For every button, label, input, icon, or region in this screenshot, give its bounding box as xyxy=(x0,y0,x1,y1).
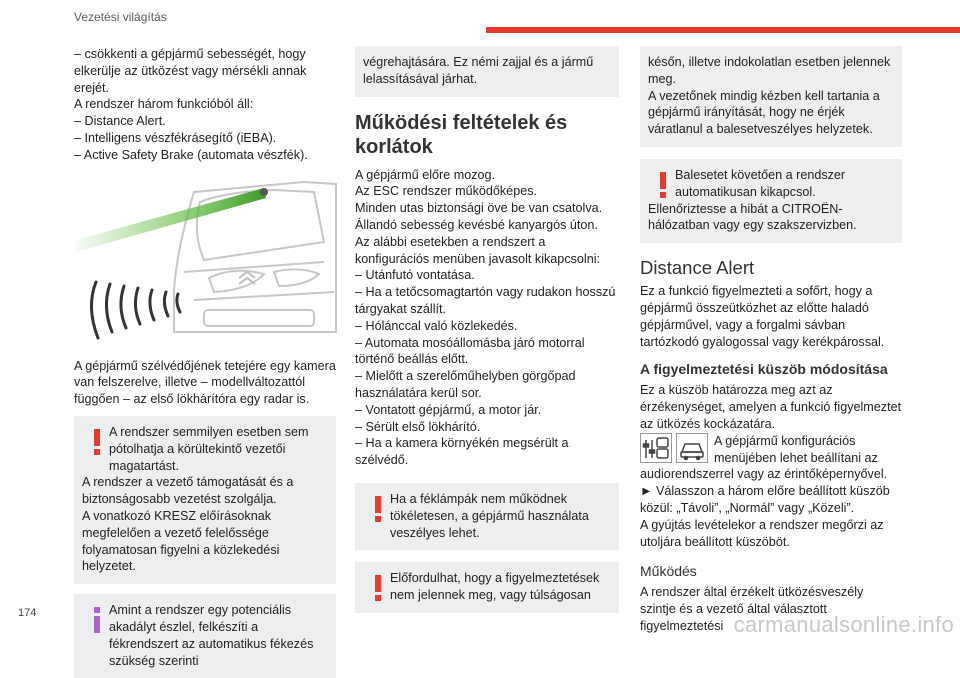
subheading-threshold: A figyelmeztetési küszöb módosítása xyxy=(640,361,888,378)
warning-box-3-continued xyxy=(640,46,902,147)
illustration-caption: A gépjármű szélvédőjének tetejére egy kamera van felszerelve, illetve – modellváltozattól függően – az első lökhárítóra egy radar is. xyxy=(74,358,336,407)
warning-3-continued-text: későn, illetve indokolatlan esetben jelennek meg. A vezetőnek mindig kézben kell tartania a gépjármű irányítását, hogy ne érjék váratlanul a balesetveszélyes helyzetek. xyxy=(648,55,891,137)
conditions-body: A gépjármű előre mozog. Az ESC rendszer működőképes. Minden utas biztonsági öve be van csatolva. Állandó sebesség kevésbé kanyargós úton. Az alábbi esetekben a rendszert a konfigurációs menüben javasolt kikapcsolni: – Utánfutó vontatása. – Ha a tetőcsomagtartón vagy rudakon hosszú tárgyakat szállít. – Hólánccal való közlekedés. – Automata mosóállomásba járó motorral történő beállás előtt. – Mielőtt a szerelőműhelyben görgőpad használatára kerül sor. – Vontatott gépjármű, a motor jár. – Sérült első lökhárító. – Ha a kamera környékén megsérült a szélvédő. xyxy=(355,167,616,468)
warning-4-first: Balesetet követően a rendszer automatikusan kikapcsol. xyxy=(675,167,846,199)
car-settings-icon xyxy=(676,433,708,463)
threshold-after: A gyújtás levételekor a rendszer megőrzi az utoljára beállított küszöböt. xyxy=(640,517,884,549)
info-box-1-continued xyxy=(355,46,619,97)
distance-alert-intro: Ez a funkció figyelmezteti a sofőrt, hogy a gépjármű összeütközhet az előtte haladó gépjárművel, vagy a forgalmi sávban tartózkodó gyalogossal vagy kerékpárossal. xyxy=(640,284,885,349)
van-illustration xyxy=(74,182,336,348)
exclamation-icon xyxy=(367,573,389,603)
operation-body: A rendszer által érzékelt ütközésveszély szintje és a vezető által választott figyelmeztetési xyxy=(640,585,864,633)
subheading-operation: Működés xyxy=(640,563,697,580)
audio-settings-icon xyxy=(640,433,672,463)
info-icon xyxy=(86,605,108,635)
page-number: 174 xyxy=(18,607,37,619)
exclamation-icon xyxy=(652,170,674,200)
warning-1-first: A rendszer semmilyen esetben sem pótolhatja a körültekintő vezetői magatartást. xyxy=(109,424,309,473)
exclamation-icon xyxy=(86,427,108,457)
info-1-continued-text: végrehajtására. Ez némi zajjal és a jármű lelassításával járhat. xyxy=(363,55,594,86)
config-icons-row xyxy=(640,433,902,483)
warning-box-3 xyxy=(355,562,619,613)
threshold-body: Ez a küszöb határozza meg azt az érzékenységet, amelyen a funkció figyelmeztet az ütközés kockázatára. xyxy=(640,383,902,431)
info-1-text: Amint a rendszer egy potenciális akadályt észlel, felkészíti a fékrendszert az automatikus fékezés szükség szerinti xyxy=(109,603,314,668)
exclamation-icon xyxy=(367,494,389,524)
warning-box-2 xyxy=(355,483,619,550)
threshold-step: ► Válasszon a három előre beállított küszöb közül: „Távoli”, „Normál” vagy „Közeli”. xyxy=(640,484,890,515)
section-heading-conditions: Működési feltételek és korlátok xyxy=(355,111,568,158)
info-box-1 xyxy=(74,594,336,678)
camera-radar-illustration xyxy=(74,182,336,348)
warning-1-rest: A rendszer a vezető támogatását és a biztonságosabb vezetést szolgálja. A vonatkozó KRESZ előírásoknak megfelelően a vezető felelőssége folyamatosan figyelni a közlekedési helyzetet. xyxy=(82,475,294,574)
column-3 xyxy=(640,46,902,635)
warning-box-1 xyxy=(74,416,336,584)
warning-box-4 xyxy=(640,159,902,243)
column-1 xyxy=(74,46,336,678)
config-icons-text: A gépjármű konfigurációs menüjében lehet beállítani az audiorendszerrel vagy az érintőképernyővel. xyxy=(640,433,888,482)
header-accent-bar xyxy=(486,27,960,33)
column-2 xyxy=(355,46,619,613)
config-icons xyxy=(640,433,712,463)
warning-4-rest: Ellenőriztesse a hibát a CITROËN-hálózatban vagy egy szakszervizben. xyxy=(648,201,857,233)
intro-text: – csökkenti a gépjármű sebességét, hogy elkerülje az ütközést vagy mérsékli annak erejét. A rendszer három funkcióból áll: – Distance Alert. – Intelligens vészfékrásegítő (iEBA). – Active Safety Brake (automata vészfék). xyxy=(74,47,308,162)
watermark-text: carmanualsonline.info xyxy=(733,612,954,637)
page-header-title: Vezetési világítás xyxy=(74,10,167,24)
section-heading-distance-alert: Distance Alert xyxy=(640,257,755,279)
warning-2-text: Ha a féklámpák nem működnek tökéletesen, a gépjármű használata veszélyes lehet. xyxy=(390,491,589,540)
warning-3-text: Előfordulhat, hogy a figyelmeztetések nem jelennek meg, vagy túlságosan xyxy=(390,571,600,603)
